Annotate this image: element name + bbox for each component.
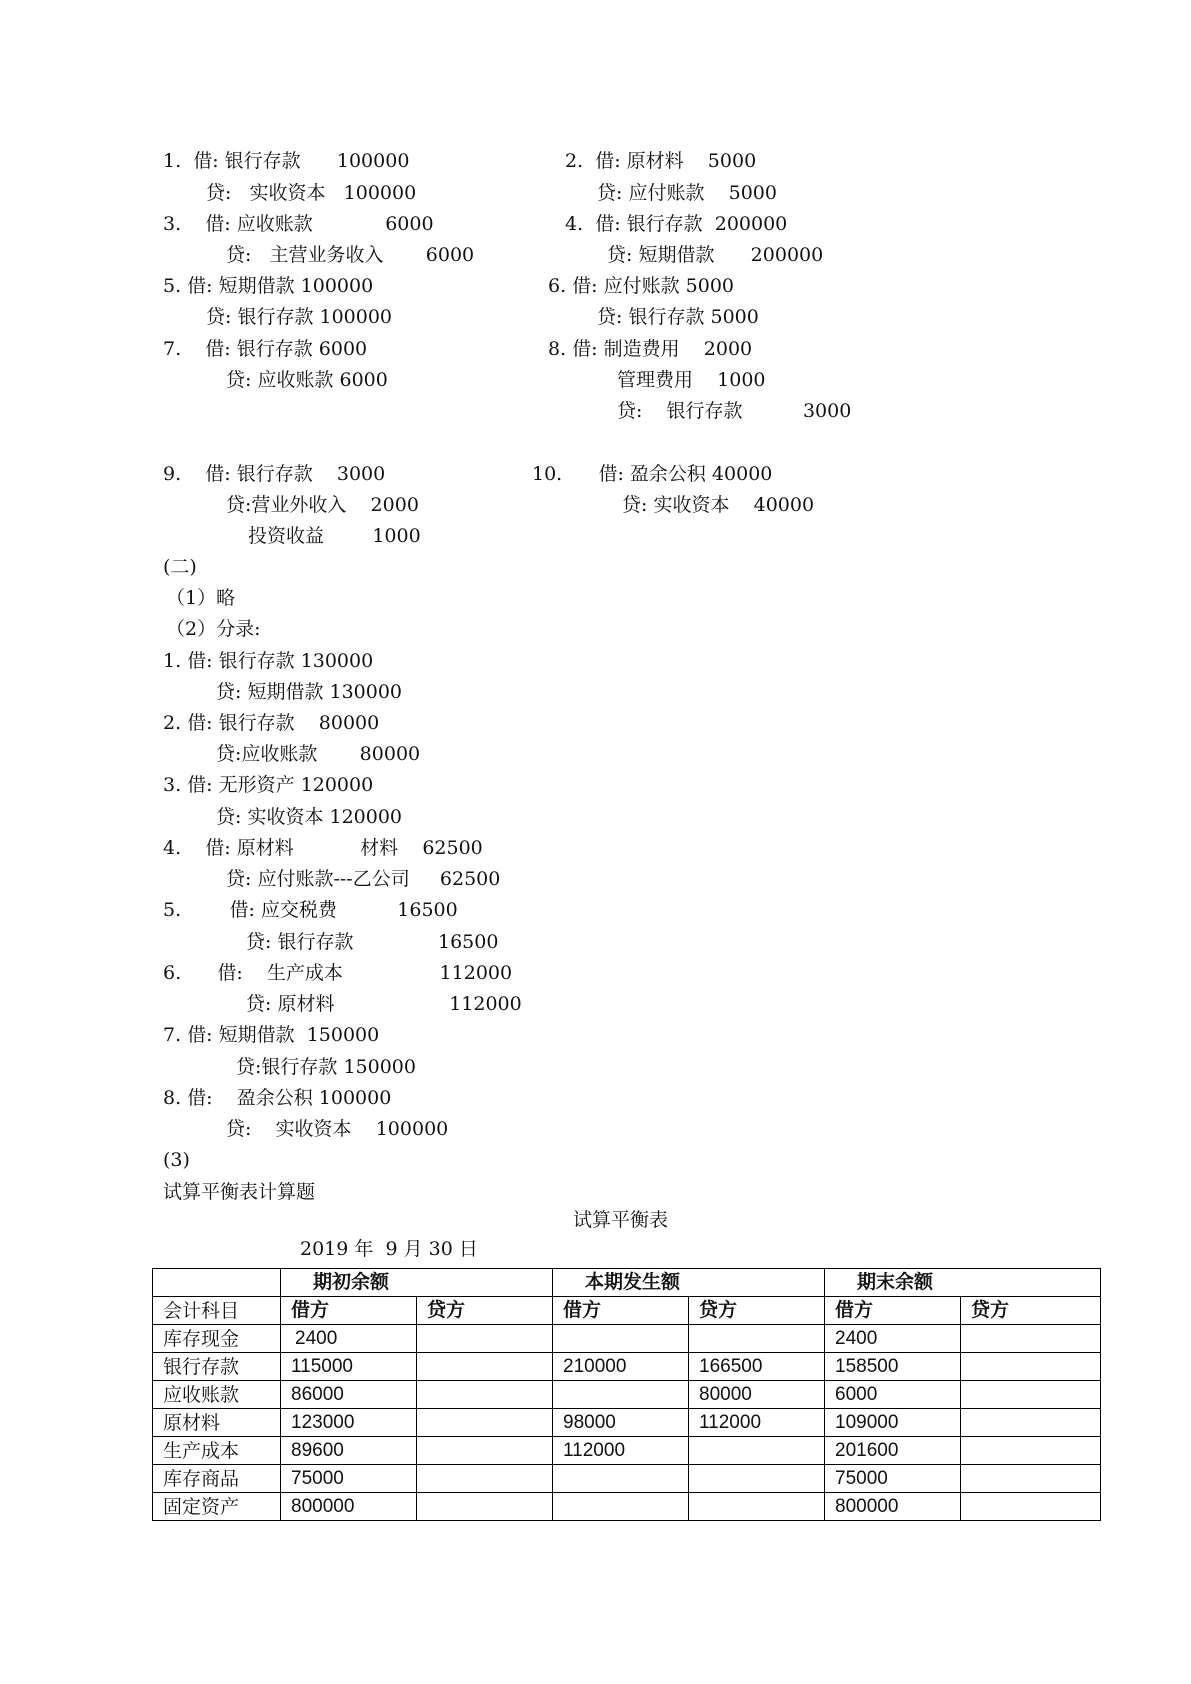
account-name: 固定资产	[153, 1493, 281, 1521]
header-credit: 贷方	[417, 1297, 553, 1325]
trial-balance-title: 试算平衡表	[573, 1209, 669, 1231]
entry-5-debit: 5. 借: 短期借款 100000	[163, 275, 374, 297]
p2-entry-6-debit: 6. 借: 生产成本 112000	[163, 962, 513, 984]
cell-value: 112000	[553, 1437, 689, 1465]
cell-value: 75000	[825, 1465, 961, 1493]
cell-value: 109000	[825, 1409, 961, 1437]
account-name: 银行存款	[153, 1353, 281, 1381]
p2-entry-6-credit: 贷: 原材料 112000	[246, 993, 522, 1015]
cell-value: 800000	[825, 1493, 961, 1521]
cell-value	[417, 1465, 553, 1493]
p2-entry-4-credit: 贷: 应付账款---乙公司 62500	[226, 868, 501, 890]
header-debit: 借方	[281, 1297, 417, 1325]
cell-value	[961, 1325, 1101, 1353]
cell-value	[961, 1353, 1101, 1381]
cell-value: 86000	[281, 1381, 417, 1409]
entry-10-debit: 10. 借: 盈余公积 40000	[532, 463, 773, 485]
entry-1-credit: 贷: 实收资本 100000	[206, 182, 417, 204]
cell-value: 115000	[281, 1353, 417, 1381]
section-2-item-1: （1）略	[166, 587, 236, 609]
header-credit: 贷方	[961, 1297, 1101, 1325]
table-row	[153, 1325, 1101, 1353]
cell-value	[417, 1493, 553, 1521]
table-row	[153, 1437, 1101, 1465]
cell-value	[961, 1381, 1101, 1409]
entry-10-credit: 贷: 实收资本 40000	[622, 494, 815, 516]
cell-value: 112000	[689, 1409, 825, 1437]
p2-entry-4-debit: 4. 借: 原材料 材料 62500	[163, 837, 483, 859]
p2-entry-5-credit: 贷: 银行存款 16500	[246, 931, 499, 953]
cell-value: 75000	[281, 1465, 417, 1493]
cell-value	[961, 1493, 1101, 1521]
cell-value: 98000	[553, 1409, 689, 1437]
p2-entry-3-credit: 贷: 实收资本 120000	[216, 806, 403, 828]
cell-value	[417, 1325, 553, 1353]
entry-3-credit: 贷: 主营业务收入 6000	[226, 244, 475, 266]
entry-5-credit: 贷: 银行存款 100000	[206, 306, 393, 328]
table-row	[153, 1409, 1101, 1437]
p2-entry-8-debit: 8. 借: 盈余公积 100000	[163, 1087, 392, 1109]
cell-value: 2400	[281, 1325, 417, 1353]
table-row	[153, 1465, 1101, 1493]
entry-9-credit: 贷:营业外收入 2000	[226, 494, 419, 516]
account-name: 原材料	[153, 1409, 281, 1437]
entry-4-debit: 4. 借: 银行存款 200000	[565, 213, 788, 235]
cell-value	[417, 1437, 553, 1465]
entry-8-credit: 贷: 银行存款 3000	[617, 400, 852, 422]
header-credit: 贷方	[689, 1297, 825, 1325]
p2-entry-7-debit: 7. 借: 短期借款 150000	[163, 1024, 380, 1046]
section-2-heading: (二)	[163, 556, 197, 578]
entry-8-debit-2: 管理费用 1000	[617, 369, 766, 391]
p2-entry-8-credit: 贷: 实收资本 100000	[226, 1118, 449, 1140]
cell-value: 89600	[281, 1437, 417, 1465]
cell-value	[417, 1381, 553, 1409]
cell-value: 2400	[825, 1325, 961, 1353]
p2-entry-7-credit: 贷:银行存款 150000	[236, 1056, 416, 1078]
entry-6-credit: 贷: 银行存款 5000	[597, 306, 759, 328]
entry-7-debit: 7. 借: 银行存款 6000	[163, 338, 368, 360]
cell-value: 80000	[689, 1381, 825, 1409]
entry-9-credit-2: 投资收益 1000	[248, 525, 421, 547]
p2-entry-1-credit: 贷: 短期借款 130000	[216, 681, 403, 703]
cell-value: 201600	[825, 1437, 961, 1465]
cell-value: 123000	[281, 1409, 417, 1437]
cell-value	[689, 1493, 825, 1521]
cell-value	[553, 1325, 689, 1353]
section-3-heading: (3)	[163, 1149, 190, 1171]
cell-value: 800000	[281, 1493, 417, 1521]
header-opening-balance: 期初余额	[281, 1269, 553, 1297]
account-name: 库存商品	[153, 1465, 281, 1493]
table-row	[153, 1381, 1101, 1409]
section-2-item-2: （2）分录:	[166, 618, 261, 640]
entry-2-credit: 贷: 应付账款 5000	[597, 182, 777, 204]
table-row	[153, 1493, 1101, 1521]
entry-1-debit: 1. 借: 银行存款 100000	[163, 150, 410, 172]
cell-value	[961, 1437, 1101, 1465]
section-3-subtitle: 试算平衡表计算题	[163, 1181, 316, 1203]
p2-entry-5-debit: 5. 借: 应交税费 16500	[163, 899, 458, 921]
table-row	[153, 1353, 1101, 1381]
cell-value	[417, 1409, 553, 1437]
cell-value	[553, 1381, 689, 1409]
account-name: 库存现金	[153, 1325, 281, 1353]
cell-value	[553, 1493, 689, 1521]
entry-4-credit: 贷: 短期借款 200000	[607, 244, 824, 266]
cell-value	[417, 1353, 553, 1381]
account-name: 应收账款	[153, 1381, 281, 1409]
cell-value: 166500	[689, 1353, 825, 1381]
header-closing-balance: 期末余额	[825, 1269, 1101, 1297]
cell-value	[689, 1437, 825, 1465]
entry-9-debit: 9. 借: 银行存款 3000	[163, 463, 386, 485]
p2-entry-3-debit: 3. 借: 无形资产 120000	[163, 774, 374, 796]
account-name: 生产成本	[153, 1437, 281, 1465]
p2-entry-2-debit: 2. 借: 银行存款 80000	[163, 712, 380, 734]
trial-balance-table	[152, 1268, 1101, 1521]
entry-7-credit: 贷: 应收账款 6000	[226, 369, 388, 391]
cell-value	[961, 1409, 1101, 1437]
p2-entry-2-credit: 贷:应收账款 80000	[216, 743, 421, 765]
cell-value: 6000	[825, 1381, 961, 1409]
table-header-row-2	[153, 1297, 1101, 1325]
entry-2-debit: 2. 借: 原材料 5000	[565, 150, 757, 172]
header-debit: 借方	[553, 1297, 689, 1325]
cell-value	[689, 1465, 825, 1493]
header-account: 会计科目	[153, 1297, 281, 1325]
header-debit: 借方	[825, 1297, 961, 1325]
cell-value: 210000	[553, 1353, 689, 1381]
p2-entry-1-debit: 1. 借: 银行存款 130000	[163, 650, 374, 672]
header-period-amount: 本期发生额	[553, 1269, 825, 1297]
entry-6-debit: 6. 借: 应付账款 5000	[548, 275, 735, 297]
entry-3-debit: 3. 借: 应收账款 6000	[163, 213, 434, 235]
header-blank-cell	[153, 1269, 281, 1297]
cell-value	[689, 1325, 825, 1353]
table-header-row-1	[153, 1269, 1101, 1297]
trial-balance-date: 2019 年 9 月 30 日	[300, 1238, 478, 1260]
cell-value	[553, 1465, 689, 1493]
entry-8-debit: 8. 借: 制造费用 2000	[548, 338, 753, 360]
cell-value: 158500	[825, 1353, 961, 1381]
cell-value	[961, 1465, 1101, 1493]
